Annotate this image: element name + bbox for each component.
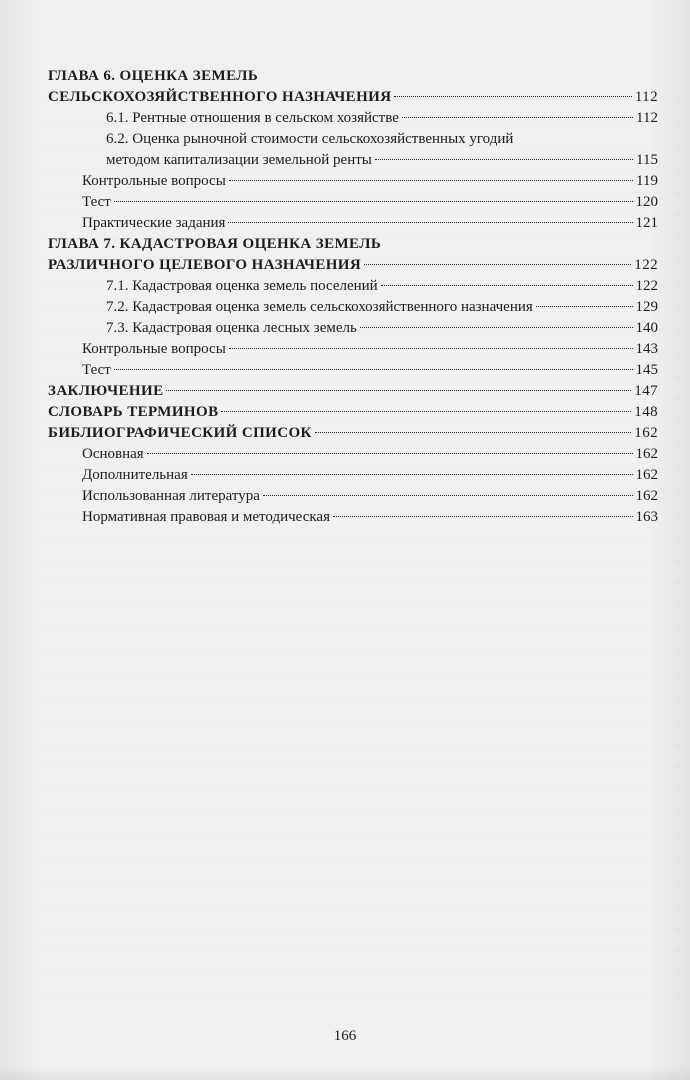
page-number: 166	[333, 1028, 357, 1044]
page-edge-shadow	[0, 1066, 690, 1080]
toc-entry-page: 115	[636, 152, 658, 168]
bleed-through-line	[40, 790, 680, 813]
dot-leader	[375, 159, 633, 160]
toc-entry	[48, 402, 658, 423]
toc-entry	[48, 129, 658, 150]
toc-entry	[48, 87, 658, 108]
toc-entry-page: 122	[634, 257, 658, 273]
bleed-through-line	[40, 537, 680, 560]
toc-entry-title: ГЛАВА 7. КАДАСТРОВАЯ ОЦЕНКА ЗЕМЕЛЬ	[48, 236, 382, 252]
bleed-through-line	[40, 721, 680, 744]
dot-leader	[364, 264, 631, 265]
toc-entry-page: 162	[634, 425, 658, 441]
toc-entry	[48, 213, 658, 234]
bleed-through-line	[40, 859, 680, 882]
toc-entry	[48, 423, 658, 444]
toc-entry	[48, 171, 658, 192]
toc-entry-page: 140	[635, 320, 658, 336]
toc-entry-title: Тест	[82, 362, 111, 378]
bleed-through-line	[40, 974, 680, 997]
toc-entry	[48, 150, 658, 171]
dot-leader	[263, 495, 633, 496]
bleed-through-line	[40, 905, 680, 928]
toc-entry-page: 163	[635, 509, 658, 525]
toc-entry-page: 121	[635, 215, 658, 231]
toc-entry-title: 7.2. Кадастровая оценка земель сельскохозяйственного назначения	[106, 299, 533, 315]
dot-leader	[229, 180, 633, 181]
toc-entry-title: Использованная литература	[82, 488, 260, 504]
toc-entry-page: 122	[635, 278, 658, 294]
toc-entry	[48, 360, 658, 381]
bleed-through-line	[40, 813, 680, 836]
toc-entry-page: 112	[634, 89, 658, 105]
dot-leader	[315, 432, 631, 433]
toc-entry-title: 6.2. Оценка рыночной стоимости сельскохозяйственных угодий	[106, 131, 514, 147]
toc-entry-page: 129	[635, 299, 658, 315]
bleed-through-line	[40, 767, 680, 790]
bleed-through-line	[40, 606, 680, 629]
toc-entry	[48, 192, 658, 213]
toc-entry-title: Контрольные вопросы	[82, 173, 226, 189]
toc-entry	[48, 465, 658, 486]
toc-entry	[48, 507, 658, 528]
toc-entry-title: Дополнительная	[82, 467, 188, 483]
toc-entry	[48, 444, 658, 465]
bleed-through-line	[40, 583, 680, 606]
toc-entry-page: 162	[635, 446, 658, 462]
toc-entry-page: 145	[635, 362, 658, 378]
toc-entry-title: СЛОВАРЬ ТЕРМИНОВ	[48, 404, 219, 420]
toc-entry-title: Практические задания	[82, 215, 226, 231]
bleed-through-line	[40, 652, 680, 675]
dot-leader	[147, 453, 633, 454]
toc-entry-title: 6.1. Рентные отношения в сельском хозяйстве	[106, 110, 399, 126]
toc-entry-page: 162	[635, 467, 658, 483]
dot-leader	[360, 327, 633, 328]
toc-entry-page: 120	[635, 194, 658, 210]
dot-leader	[114, 369, 633, 370]
toc-entry	[48, 318, 658, 339]
dot-leader	[191, 474, 633, 475]
toc-entry-page: 143	[635, 341, 658, 357]
toc-entry	[48, 108, 658, 129]
toc-entry-title: методом капитализации земельной ренты	[106, 152, 372, 168]
dot-leader	[394, 96, 631, 97]
bleed-through-line	[40, 997, 680, 1020]
toc-entry-title: 7.3. Кадастровая оценка лесных земель	[106, 320, 357, 336]
bleed-through-line	[40, 675, 680, 698]
toc-entry-page: 112	[636, 110, 658, 126]
dot-leader	[536, 306, 633, 307]
toc-entry-page: 147	[634, 383, 658, 399]
dot-leader	[221, 411, 631, 412]
toc-entry-title: СЕЛЬСКОХОЗЯЙСТВЕННОГО НАЗНАЧЕНИЯ	[48, 89, 392, 105]
toc-entry-title: ЗАКЛЮЧЕНИЕ	[48, 383, 164, 399]
toc-entry	[48, 297, 658, 318]
toc-entry	[48, 276, 658, 297]
bleed-through-line	[40, 629, 680, 652]
dot-leader	[166, 390, 631, 391]
bleed-through-line	[40, 836, 680, 859]
toc-entry-title: 7.1. Кадастровая оценка земель поселений	[106, 278, 378, 294]
dot-leader	[381, 285, 633, 286]
toc-entry	[48, 339, 658, 360]
toc-entry-page: 148	[634, 404, 658, 420]
toc-entry-title: Контрольные вопросы	[82, 341, 226, 357]
toc-entry-title: БИБЛИОГРАФИЧЕСКИЙ СПИСОК	[48, 425, 312, 441]
toc-entry-page: 162	[635, 488, 658, 504]
bleed-through-line	[40, 560, 680, 583]
bleed-through-line	[40, 882, 680, 905]
dot-leader	[402, 117, 633, 118]
dot-leader	[114, 201, 633, 202]
toc-entry	[48, 234, 658, 255]
bleed-through-line	[40, 744, 680, 767]
dot-leader	[333, 516, 633, 517]
toc-entry-title: РАЗЛИЧНОГО ЦЕЛЕВОГО НАЗНАЧЕНИЯ	[48, 257, 362, 273]
dot-leader	[229, 348, 633, 349]
table-of-contents	[48, 66, 658, 528]
toc-entry	[48, 255, 658, 276]
toc-entry-title: Тест	[82, 194, 111, 210]
toc-entry-title: Нормативная правовая и методическая	[82, 509, 330, 525]
toc-entry	[48, 66, 658, 87]
toc-entry	[48, 381, 658, 402]
bleed-through-line	[40, 928, 680, 951]
bleed-through-line	[40, 951, 680, 974]
bleed-through-line	[40, 698, 680, 721]
toc-entry-title: Основная	[82, 446, 144, 462]
toc-entry-title: ГЛАВА 6. ОЦЕНКА ЗЕМЕЛЬ	[48, 68, 259, 84]
dot-leader	[228, 222, 632, 223]
toc-entry-page: 119	[636, 173, 658, 189]
toc-entry	[48, 486, 658, 507]
